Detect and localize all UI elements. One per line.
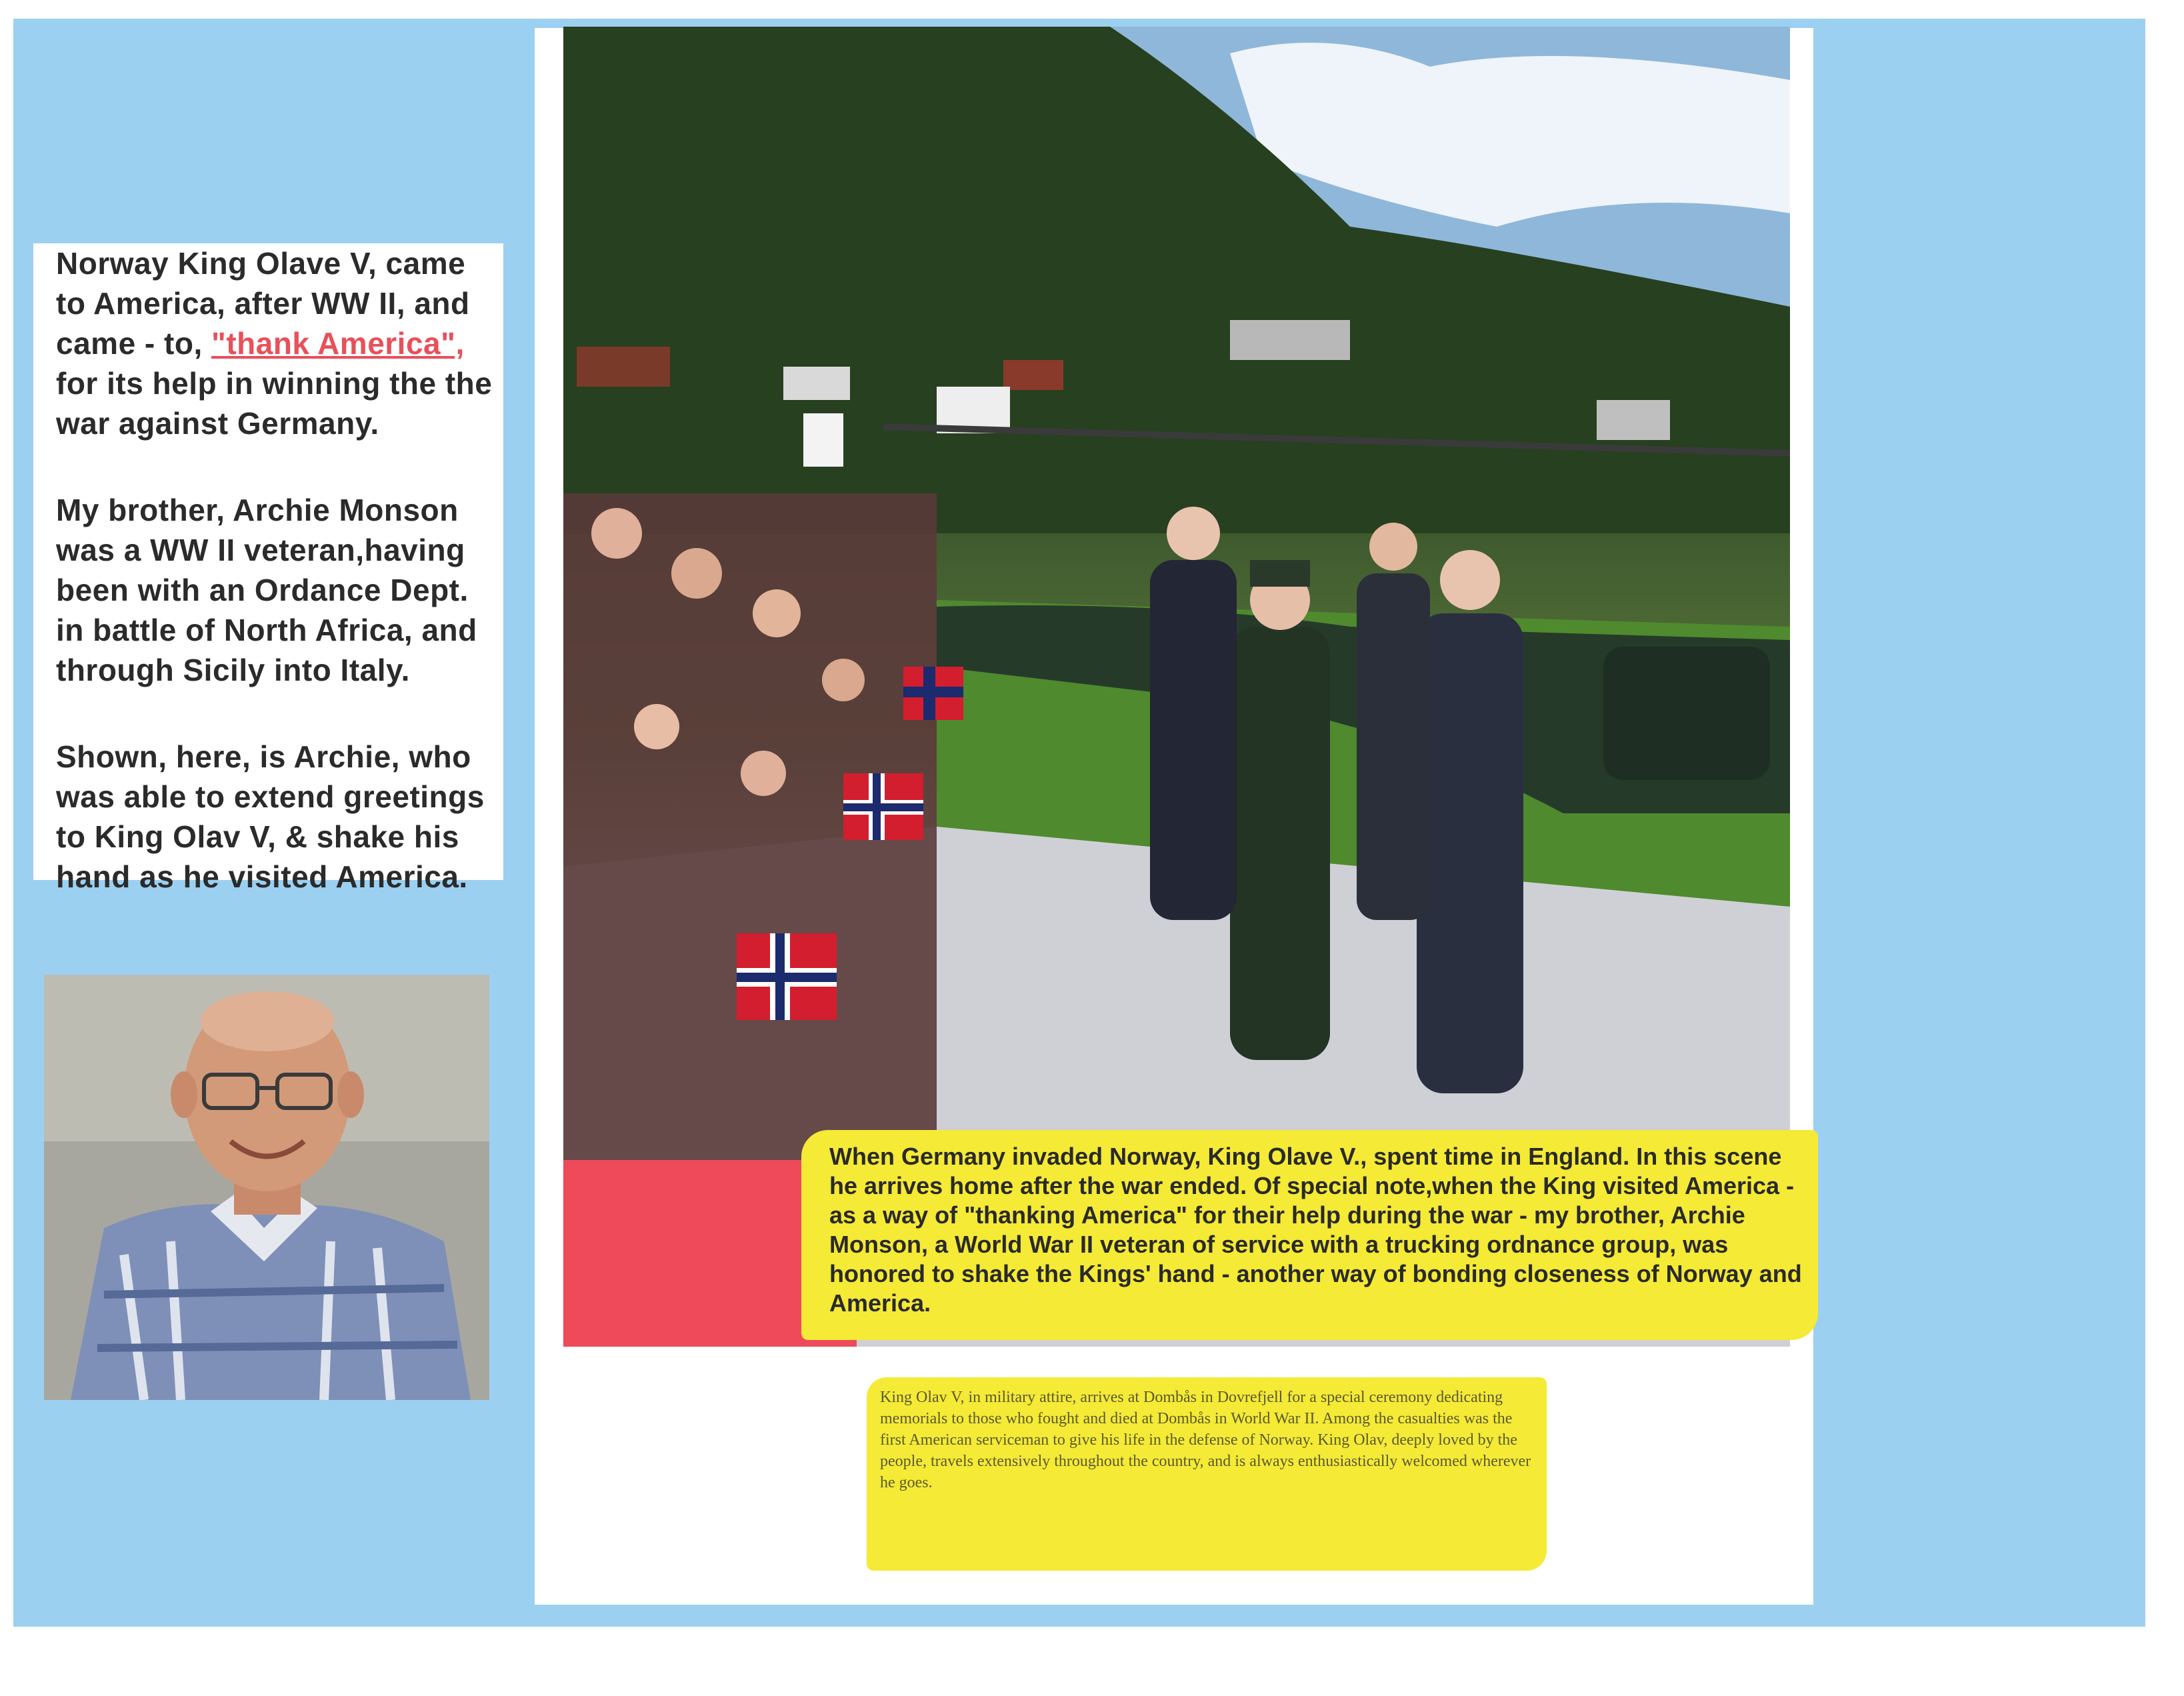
intro-text-start: Norway King Olave V, came to America, after WW II, and came - to, xyxy=(56,246,470,361)
main-caption-text: When Germany invaded Norway, King Olave V., spent time in England. In this scene he arrives home after the war ended. Of special note,when the King visited America - as a way of "thanking America" for their help during the war - my brother, Archie Monson, a World War II veteran of service with a trucking ordnance group, was honored to shake the Kings' hand - another way of bonding closeness of Norway and America. xyxy=(829,1143,1802,1317)
portrait-illustration xyxy=(44,975,489,1400)
page-left-edge xyxy=(0,19,13,1627)
thank-america-highlight: "thank America", xyxy=(211,326,465,361)
intro-paragraph xyxy=(33,243,503,443)
story-text-card xyxy=(33,243,503,894)
intro-text-end: for its help in winning the the war against Germany. xyxy=(56,366,493,441)
book-caption-highlight xyxy=(867,1377,1547,1571)
book-caption-text: King Olav V, in military attire, arrives at Dombås in Dovrefjell for a special ceremony dedicating memorials to those who fought and died at Dombås in World War II. Among the casualties was the first American serviceman to give his life in the defense of Norway. King Olav, deeply loved by the people, travels extensively throughout the country, and is always enthusiastically welcomed wherever he goes. xyxy=(880,1389,1531,1491)
main-caption-highlight xyxy=(801,1130,1818,1340)
portrait-photo xyxy=(44,975,489,1400)
greeting-paragraph: Shown, here, is Archie, who was able to extend greetings to King Olav V, & shake his hand as he visited America. xyxy=(56,739,485,894)
brother-paragraph: My brother, Archie Monson was a WW II veteran,having been with an Ordance Dept. in battle of North Africa, and through Sicily into Italy. xyxy=(56,493,477,687)
